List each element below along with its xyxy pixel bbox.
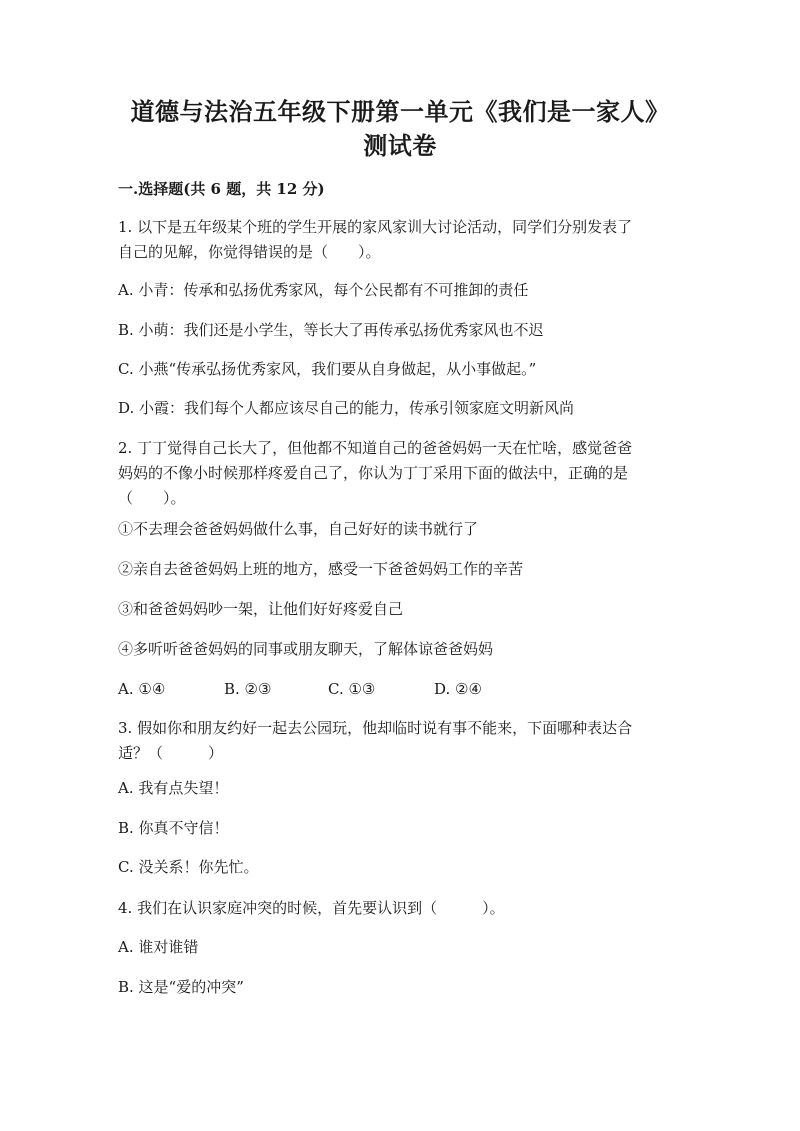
- question-1-option-c: C. 小燕“传承弘扬优秀家风，我们要从自身做起，从小事做起。”: [118, 360, 537, 378]
- question-3-option-a: A. 我有点失望！: [118, 779, 229, 797]
- question-2-item-2: ②亲自去爸爸妈妈上班的地方，感受一下爸爸妈妈工作的辛苦: [118, 560, 524, 578]
- question-2-item-1: ①不去理会爸爸妈妈做什么事，自己好好的读书就行了: [118, 520, 479, 538]
- question-2-option-d: D. ②④: [434, 680, 482, 698]
- question-4-option-a: A. 谁对谁错: [118, 938, 199, 956]
- question-1-option-b: B. 小萌：我们还是小学生，等长大了再传承弘扬优秀家风也不迟: [118, 321, 544, 339]
- question-1-option-a: A. 小青：传承和弘扬优秀家风，每个公民都有不可推卸的责任: [118, 281, 529, 299]
- question-2-option-b: B. ②③: [224, 680, 272, 698]
- question-3-option-b: B. 你真不守信！: [118, 819, 229, 837]
- question-1-option-d: D. 小霞：我们每个人都应该尽自己的能力，传承引领家庭文明新风尚: [118, 399, 575, 417]
- exam-title-line2: 测试卷: [363, 131, 437, 160]
- question-3-option-c: C. 没关系！你先忙。: [118, 858, 259, 876]
- question-2-stem-line3: （ ）。: [118, 489, 186, 507]
- question-4-option-b: B. 这是“爱的冲突”: [118, 978, 244, 996]
- question-2-item-4: ④多听听爸爸妈妈的同事或朋友聊天，了解体谅爸爸妈妈: [118, 640, 494, 658]
- question-3-stem-line2: 适？（ ）: [118, 744, 224, 762]
- question-2-stem-line1: 2. 丁丁觉得自己长大了，但他都不知道自己的爸爸妈妈一天在忙啥，感觉爸爸: [118, 439, 633, 457]
- question-2-item-3: ③和爸爸妈妈吵一架，让他们好好疼爱自己: [118, 600, 404, 618]
- question-2-option-c: C. ①③: [328, 680, 376, 698]
- question-2-stem-line2: 妈妈的不像小时候那样疼爱自己了，你认为丁丁采用下面的做法中，正确的是: [118, 464, 629, 482]
- section-header: 一.选择题(共 6 题，共 12 分): [118, 180, 325, 198]
- question-2-option-a: A. ①④: [118, 680, 166, 698]
- question-1-stem-line1: 1. 以下是五年级某个班的学生开展的家风家训大讨论活动，同学们分别发表了: [118, 218, 633, 236]
- question-1-stem-line2: 自己的见解，你觉得错误的是（ ）。: [118, 243, 381, 261]
- exam-title-line1: 道德与法治五年级下册第一单元《我们是一家人》: [130, 97, 670, 126]
- question-3-stem-line1: 3. 假如你和朋友约好一起去公园玩，他却临时说有事不能来，下面哪种表达合: [118, 719, 633, 737]
- question-4-stem-line1: 4. 我们在认识家庭冲突的时候，首先要认识到（ ）。: [118, 899, 505, 917]
